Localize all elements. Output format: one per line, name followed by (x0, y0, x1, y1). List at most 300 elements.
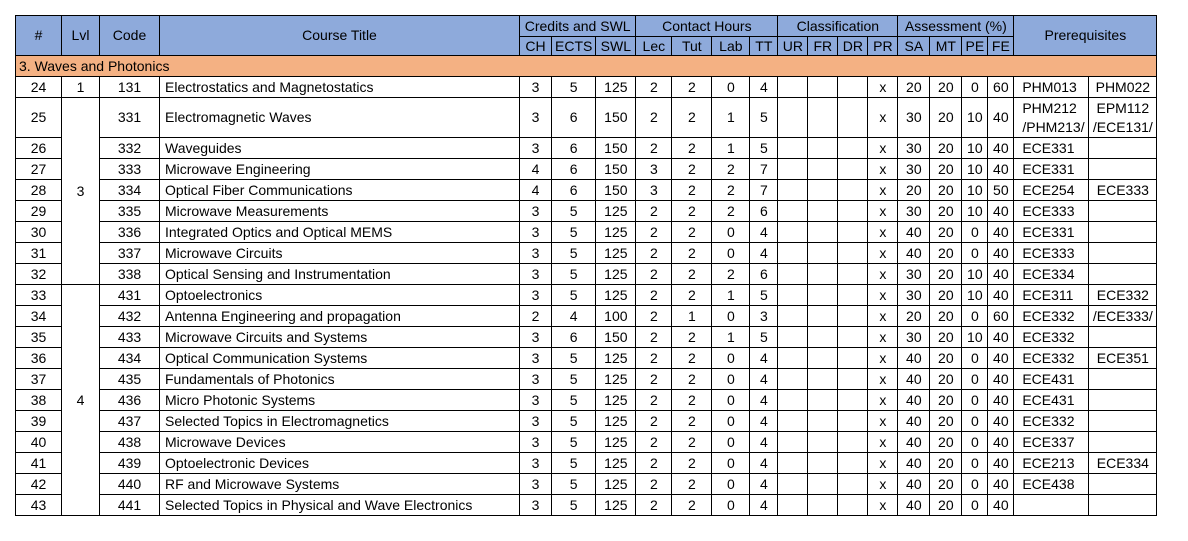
row-prereq-1: ECE431 (1014, 369, 1089, 390)
table-row (16, 474, 1157, 495)
row-ur (778, 264, 808, 285)
row-sa: 30 (898, 201, 930, 222)
header-title: Course Title (160, 16, 520, 56)
row-ch: 3 (520, 243, 552, 264)
row-fr (808, 495, 838, 516)
row-tut: 2 (672, 138, 712, 159)
row-num: 37 (16, 369, 62, 390)
header-lvl: Lvl (62, 16, 100, 56)
row-lec: 2 (636, 138, 672, 159)
row-ch: 3 (520, 474, 552, 495)
row-fr (808, 327, 838, 348)
row-sa: 30 (898, 159, 930, 180)
row-dr (838, 98, 868, 138)
row-ch: 3 (520, 138, 552, 159)
row-pe: 10 (962, 201, 988, 222)
row-dr (838, 138, 868, 159)
row-pe: 10 (962, 285, 988, 306)
row-code: 436 (100, 390, 160, 411)
row-code: 437 (100, 411, 160, 432)
row-title: RF and Microwave Systems (160, 474, 520, 495)
row-swl: 125 (596, 264, 636, 285)
table-row (16, 327, 1157, 348)
row-prereq-2 (1089, 222, 1157, 243)
row-dr (838, 285, 868, 306)
row-ects: 6 (552, 159, 596, 180)
row-pr: x (868, 327, 898, 348)
header-pe: PE (962, 37, 988, 56)
row-title: Optical Sensing and Instrumentation (160, 264, 520, 285)
row-tt: 7 (750, 159, 778, 180)
row-ur (778, 201, 808, 222)
table-row (16, 390, 1157, 411)
header-num: # (16, 16, 62, 56)
row-lab: 0 (712, 495, 750, 516)
row-sa: 30 (898, 138, 930, 159)
row-lec: 2 (636, 411, 672, 432)
row-prereq-2: PHM022 (1089, 77, 1157, 98)
row-prereq-2 (1089, 159, 1157, 180)
row-tt: 4 (750, 432, 778, 453)
row-ur (778, 77, 808, 98)
row-prereq-1: ECE438 (1014, 474, 1089, 495)
row-tt: 6 (750, 201, 778, 222)
row-lec: 2 (636, 474, 672, 495)
row-ch: 3 (520, 348, 552, 369)
row-title: Microwave Devices (160, 432, 520, 453)
row-prereq-2: ECE351 (1089, 348, 1157, 369)
row-code: 336 (100, 222, 160, 243)
row-swl: 150 (596, 180, 636, 201)
row-mt: 20 (930, 348, 962, 369)
row-ects: 5 (552, 474, 596, 495)
row-pr: x (868, 348, 898, 369)
row-tt: 4 (750, 453, 778, 474)
row-tut: 2 (672, 222, 712, 243)
row-fe: 40 (988, 159, 1014, 180)
row-num: 39 (16, 411, 62, 432)
row-num: 33 (16, 285, 62, 306)
row-ch: 4 (520, 159, 552, 180)
row-lec: 2 (636, 348, 672, 369)
row-dr (838, 201, 868, 222)
row-prereq-1: ECE332 (1014, 327, 1089, 348)
row-code: 334 (100, 180, 160, 201)
row-pe: 10 (962, 180, 988, 201)
row-pe: 0 (962, 306, 988, 327)
row-ects: 5 (552, 348, 596, 369)
header-assess-group: Assessment (%) (898, 16, 1014, 37)
row-code: 338 (100, 264, 160, 285)
row-title: Microwave Circuits and Systems (160, 327, 520, 348)
row-tut: 2 (672, 432, 712, 453)
row-lab: 0 (712, 369, 750, 390)
row-prereq-2 (1089, 201, 1157, 222)
row-mt: 20 (930, 98, 962, 138)
row-pr: x (868, 453, 898, 474)
row-ects: 6 (552, 180, 596, 201)
row-mt: 20 (930, 474, 962, 495)
header-ur: UR (778, 37, 808, 56)
row-mt: 20 (930, 306, 962, 327)
header-credits-group: Credits and SWL (520, 16, 636, 37)
row-code: 435 (100, 369, 160, 390)
row-lec: 2 (636, 327, 672, 348)
row-num: 24 (16, 77, 62, 98)
row-num: 27 (16, 159, 62, 180)
row-dr (838, 327, 868, 348)
row-fr (808, 159, 838, 180)
row-tut: 2 (672, 495, 712, 516)
row-lab: 0 (712, 306, 750, 327)
row-ch: 3 (520, 390, 552, 411)
row-sa: 30 (898, 264, 930, 285)
row-prereq-2 (1089, 327, 1157, 348)
row-mt: 20 (930, 495, 962, 516)
row-fe: 40 (988, 369, 1014, 390)
table-row (16, 222, 1157, 243)
row-lab: 0 (712, 390, 750, 411)
row-code: 440 (100, 474, 160, 495)
row-ects: 5 (552, 411, 596, 432)
row-tt: 7 (750, 180, 778, 201)
row-ch: 3 (520, 222, 552, 243)
row-num: 43 (16, 495, 62, 516)
row-title: Microwave Circuits (160, 243, 520, 264)
table-row (16, 243, 1157, 264)
row-tut: 2 (672, 98, 712, 138)
row-tt: 4 (750, 77, 778, 98)
header-lab: Lab (712, 37, 750, 56)
row-swl: 125 (596, 495, 636, 516)
header-class-group: Classification (778, 16, 898, 37)
row-pr: x (868, 285, 898, 306)
row-lab: 2 (712, 180, 750, 201)
row-title: Fundamentals of Photonics (160, 369, 520, 390)
row-code: 433 (100, 327, 160, 348)
row-code: 131 (100, 77, 160, 98)
row-prereq-2: ECE333 (1089, 180, 1157, 201)
row-code: 333 (100, 159, 160, 180)
row-ects: 6 (552, 98, 596, 138)
row-fe: 40 (988, 474, 1014, 495)
row-ects: 5 (552, 243, 596, 264)
table-row (16, 201, 1157, 222)
table-row (16, 348, 1157, 369)
row-pr: x (868, 411, 898, 432)
row-lec: 2 (636, 495, 672, 516)
row-code: 335 (100, 201, 160, 222)
table-row (16, 432, 1157, 453)
row-code: 432 (100, 306, 160, 327)
row-sa: 40 (898, 495, 930, 516)
row-prereq-2 (1089, 474, 1157, 495)
row-fe: 40 (988, 327, 1014, 348)
row-title: Microwave Engineering (160, 159, 520, 180)
row-prereq-2 (1089, 264, 1157, 285)
row-level: 1 (62, 77, 100, 98)
row-lab: 1 (712, 285, 750, 306)
row-num: 25 (16, 98, 62, 138)
row-ch: 3 (520, 77, 552, 98)
row-dr (838, 77, 868, 98)
row-pr: x (868, 159, 898, 180)
row-tt: 4 (750, 390, 778, 411)
row-tt: 3 (750, 306, 778, 327)
row-pr: x (868, 390, 898, 411)
row-mt: 20 (930, 201, 962, 222)
row-swl: 125 (596, 369, 636, 390)
row-prereq-1: ECE334 (1014, 264, 1089, 285)
row-tut: 1 (672, 306, 712, 327)
row-ur (778, 411, 808, 432)
row-prereq-1: ECE331 (1014, 138, 1089, 159)
row-fr (808, 138, 838, 159)
row-ur (778, 98, 808, 138)
row-num: 28 (16, 180, 62, 201)
row-prereq-2 (1089, 432, 1157, 453)
row-pr: x (868, 306, 898, 327)
row-title: Optical Fiber Communications (160, 180, 520, 201)
row-ch: 3 (520, 264, 552, 285)
row-lab: 1 (712, 98, 750, 138)
row-swl: 150 (596, 327, 636, 348)
row-title: Electromagnetic Waves (160, 98, 520, 138)
row-fr (808, 243, 838, 264)
row-dr (838, 180, 868, 201)
row-code: 441 (100, 495, 160, 516)
table-row (16, 138, 1157, 159)
row-lec: 2 (636, 369, 672, 390)
row-sa: 40 (898, 474, 930, 495)
row-prereq-1: ECE431 (1014, 390, 1089, 411)
row-lab: 0 (712, 432, 750, 453)
row-num: 38 (16, 390, 62, 411)
row-ects: 4 (552, 306, 596, 327)
row-dr (838, 411, 868, 432)
row-prereq-2 (1089, 411, 1157, 432)
row-num: 29 (16, 201, 62, 222)
row-swl: 150 (596, 138, 636, 159)
row-mt: 20 (930, 138, 962, 159)
row-fe: 40 (988, 348, 1014, 369)
row-dr (838, 453, 868, 474)
row-num: 40 (16, 432, 62, 453)
header-swl: SWL (596, 37, 636, 56)
table-row (16, 98, 1157, 138)
row-prereq-1: ECE213 (1014, 453, 1089, 474)
row-prereq-1: ECE331 (1014, 222, 1089, 243)
row-lec: 2 (636, 285, 672, 306)
row-fe: 40 (988, 432, 1014, 453)
row-prereq-1: ECE332 (1014, 411, 1089, 432)
row-ch: 4 (520, 180, 552, 201)
row-ch: 2 (520, 306, 552, 327)
row-prereq-2: ECE334 (1089, 453, 1157, 474)
header-tt: TT (750, 37, 778, 56)
row-sa: 40 (898, 222, 930, 243)
row-ects: 6 (552, 138, 596, 159)
row-prereq-2 (1089, 390, 1157, 411)
row-dr (838, 474, 868, 495)
row-lec: 2 (636, 77, 672, 98)
row-dr (838, 264, 868, 285)
row-lec: 2 (636, 98, 672, 138)
row-tt: 4 (750, 222, 778, 243)
row-pe: 0 (962, 432, 988, 453)
row-ch: 3 (520, 432, 552, 453)
row-mt: 20 (930, 432, 962, 453)
row-mt: 20 (930, 77, 962, 98)
row-code: 439 (100, 453, 160, 474)
row-fe: 40 (988, 411, 1014, 432)
row-lec: 2 (636, 222, 672, 243)
row-tt: 4 (750, 348, 778, 369)
row-swl: 125 (596, 201, 636, 222)
row-num: 26 (16, 138, 62, 159)
row-mt: 20 (930, 369, 962, 390)
row-tut: 2 (672, 474, 712, 495)
row-pr: x (868, 432, 898, 453)
row-ur (778, 285, 808, 306)
row-lec: 2 (636, 243, 672, 264)
row-ch: 3 (520, 369, 552, 390)
row-pr: x (868, 77, 898, 98)
row-ur (778, 474, 808, 495)
row-ects: 5 (552, 77, 596, 98)
row-lab: 0 (712, 453, 750, 474)
row-lec: 2 (636, 390, 672, 411)
row-pr: x (868, 495, 898, 516)
row-pe: 10 (962, 138, 988, 159)
table-row (16, 264, 1157, 285)
row-prereq-1: ECE337 (1014, 432, 1089, 453)
row-lec: 2 (636, 453, 672, 474)
row-ur (778, 453, 808, 474)
row-lab: 2 (712, 264, 750, 285)
row-lab: 2 (712, 201, 750, 222)
row-ur (778, 390, 808, 411)
row-pr: x (868, 264, 898, 285)
row-level: 3 (62, 98, 100, 285)
row-pr: x (868, 243, 898, 264)
row-mt: 20 (930, 222, 962, 243)
row-lab: 0 (712, 474, 750, 495)
row-lec: 3 (636, 180, 672, 201)
row-swl: 125 (596, 222, 636, 243)
row-lab: 0 (712, 77, 750, 98)
row-prereq-2 (1089, 243, 1157, 264)
row-fe: 40 (988, 390, 1014, 411)
row-prereq-1 (1014, 495, 1089, 516)
row-mt: 20 (930, 411, 962, 432)
row-prereq-1: ECE331 (1014, 159, 1089, 180)
table-row (16, 411, 1157, 432)
row-fr (808, 77, 838, 98)
row-mt: 20 (930, 327, 962, 348)
row-pe: 0 (962, 474, 988, 495)
row-prereq-2 (1089, 369, 1157, 390)
header-ch: CH (520, 37, 552, 56)
row-fe: 40 (988, 201, 1014, 222)
row-sa: 30 (898, 327, 930, 348)
row-fe: 60 (988, 77, 1014, 98)
header-mt: MT (930, 37, 962, 56)
row-code: 331 (100, 98, 160, 138)
header-lec: Lec (636, 37, 672, 56)
row-ur (778, 306, 808, 327)
row-pe: 0 (962, 411, 988, 432)
header-sa: SA (898, 37, 930, 56)
row-ects: 5 (552, 369, 596, 390)
row-pe: 0 (962, 453, 988, 474)
row-tt: 5 (750, 98, 778, 138)
row-prereq-1: ECE311 (1014, 285, 1089, 306)
table-row (16, 285, 1157, 306)
row-lab: 0 (712, 348, 750, 369)
row-tut: 2 (672, 285, 712, 306)
table-row (16, 453, 1157, 474)
row-fr (808, 285, 838, 306)
row-tut: 2 (672, 411, 712, 432)
row-ects: 5 (552, 432, 596, 453)
row-level: 4 (62, 285, 100, 516)
row-pr: x (868, 474, 898, 495)
row-tt: 5 (750, 138, 778, 159)
row-sa: 40 (898, 390, 930, 411)
header-contact-group: Contact Hours (636, 16, 778, 37)
row-prereq-2: ECE332 (1089, 285, 1157, 306)
row-fe: 40 (988, 243, 1014, 264)
table-row (16, 159, 1157, 180)
row-sa: 20 (898, 180, 930, 201)
row-code: 337 (100, 243, 160, 264)
row-mt: 20 (930, 159, 962, 180)
row-tut: 2 (672, 243, 712, 264)
row-pr: x (868, 369, 898, 390)
row-dr (838, 390, 868, 411)
course-table (15, 15, 1157, 516)
row-dr (838, 348, 868, 369)
row-sa: 20 (898, 306, 930, 327)
row-ects: 5 (552, 390, 596, 411)
row-swl: 125 (596, 77, 636, 98)
row-sa: 30 (898, 285, 930, 306)
row-ects: 5 (552, 495, 596, 516)
row-dr (838, 222, 868, 243)
row-sa: 20 (898, 77, 930, 98)
row-ur (778, 180, 808, 201)
row-ects: 5 (552, 264, 596, 285)
row-sa: 40 (898, 411, 930, 432)
row-tut: 2 (672, 180, 712, 201)
row-sa: 40 (898, 432, 930, 453)
row-fe: 40 (988, 98, 1014, 138)
row-pe: 0 (962, 390, 988, 411)
row-tt: 4 (750, 474, 778, 495)
row-tut: 2 (672, 159, 712, 180)
row-ur (778, 159, 808, 180)
row-code: 431 (100, 285, 160, 306)
row-prereq-1: ECE254 (1014, 180, 1089, 201)
row-num: 32 (16, 264, 62, 285)
row-title: Integrated Optics and Optical MEMS (160, 222, 520, 243)
row-pe: 10 (962, 264, 988, 285)
row-title: Selected Topics in Physical and Wave Electronics (160, 495, 520, 516)
row-code: 434 (100, 348, 160, 369)
row-pr: x (868, 180, 898, 201)
header-prereq: Prerequisites (1014, 16, 1157, 56)
